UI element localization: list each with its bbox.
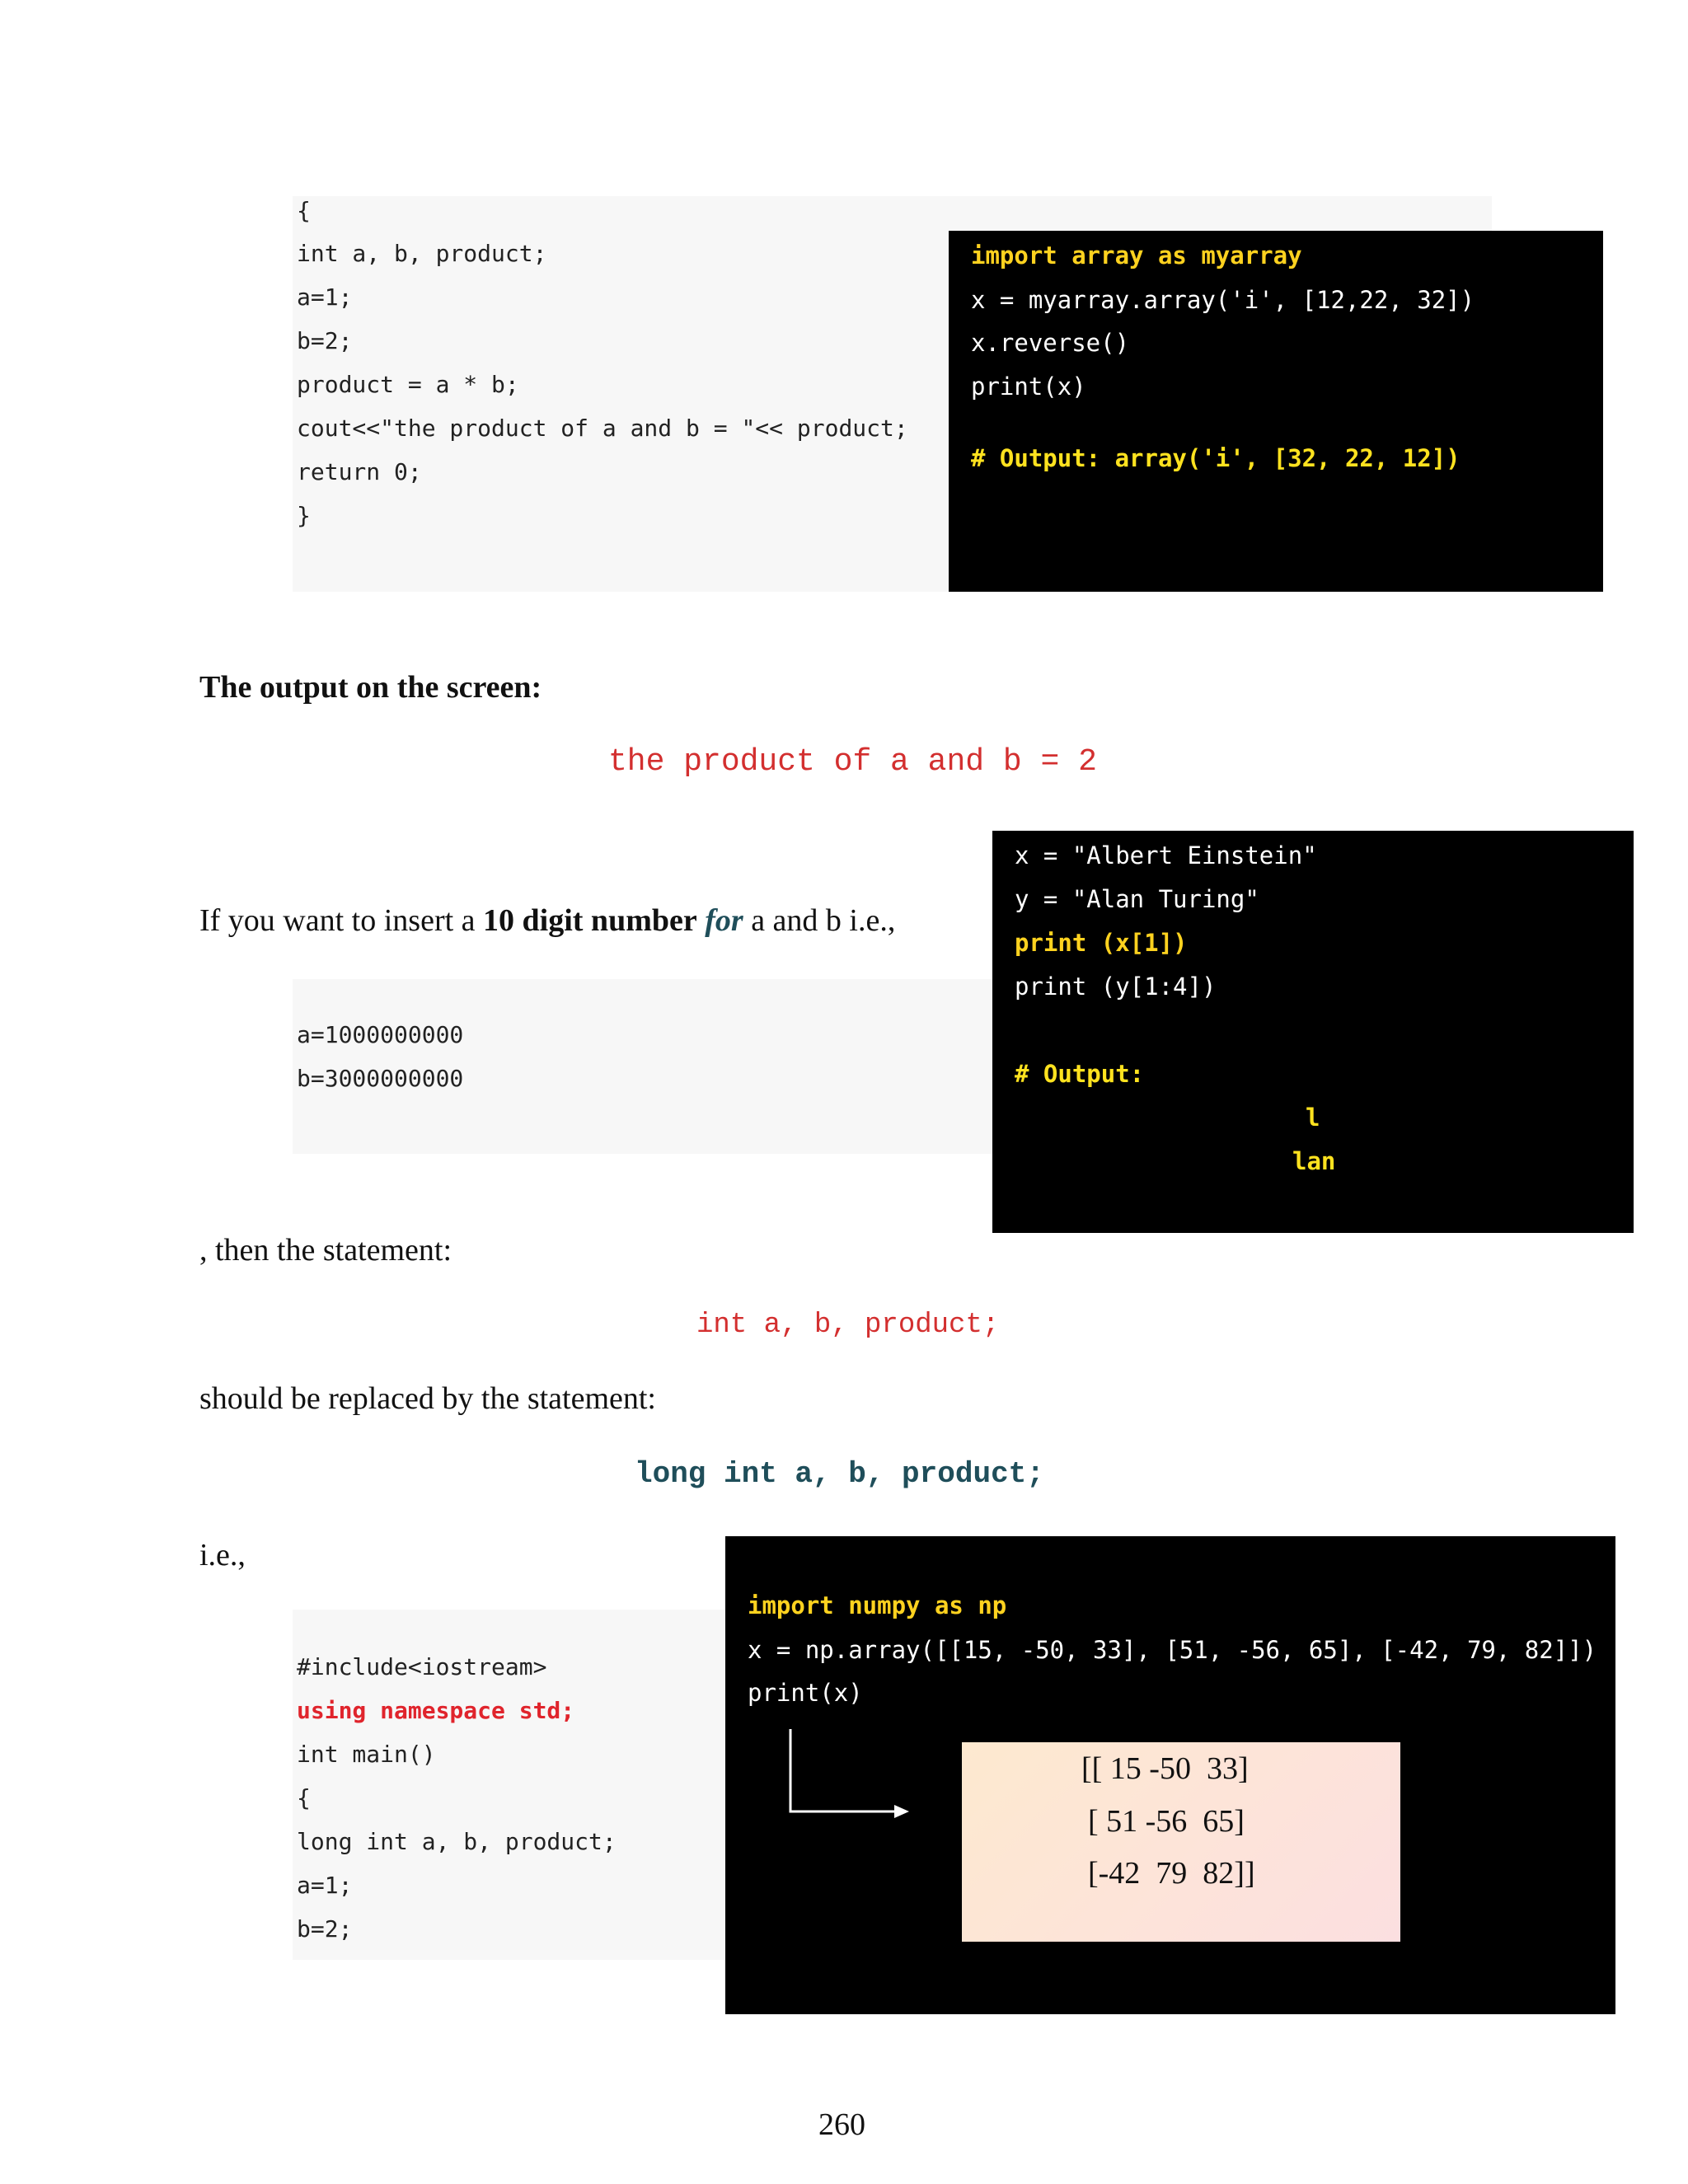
code-line: cout<<"the product of a and b = "<< product; [297,415,908,442]
code-line: import numpy as np [748,1591,1007,1619]
code-line: x = np.array([[15, -50, 33], [51, -56, 65], [-42, 79, 82]]) [748,1636,1597,1664]
code-line: { [297,197,311,224]
code-line: print (y[1:4]) [1015,972,1217,1001]
statement-old: int a, b, product; [696,1310,1000,1341]
text: If you want to insert a [199,903,484,938]
code-line: using namespace std; [297,1697,575,1724]
code-line: x.reverse() [971,329,1130,357]
code-block-cpp-2 [293,1610,729,1960]
text: a and b i.e., [743,903,896,938]
arrow-right-icon [787,1729,911,1828]
code-line: int main() [297,1741,436,1768]
code-line: print(x) [971,373,1086,401]
statement-new: long int a, b, product; [635,1457,1044,1491]
italic-keyword: for [705,903,743,938]
code-line: b=3000000000 [297,1065,464,1092]
code-line: b=2; [297,327,353,354]
code-line: a=1; [297,1872,353,1899]
page-number: 260 [818,2107,865,2142]
code-line: { [297,1784,311,1811]
code-block-assignments [293,979,993,1154]
code-line: return 0; [297,458,422,485]
output-comment: # Output: [1015,1060,1145,1088]
code-line: x = myarray.array('i', [12,22, 32]) [971,286,1475,314]
code-line: print (x[1]) [1015,929,1188,957]
code-line: a=1; [297,284,353,311]
code-line: y = "Alan Turing" [1015,885,1259,913]
matrix-row: [[ 15 -50 33] [1081,1751,1249,1786]
paragraph-replace: should be replaced by the statement: [199,1381,656,1416]
output-comment: # Output: array('i', [32, 22, 12]) [971,444,1461,472]
code-line: import array as myarray [971,241,1302,269]
output-value: lan [1292,1147,1336,1175]
output-value: l [1306,1104,1320,1132]
bold-text: 10 digit number [483,903,697,938]
code-line: x = "Albert Einstein" [1015,841,1317,869]
code-line: product = a * b; [297,371,519,398]
code-line: a=1000000000 [297,1021,464,1048]
output-text: the product of a and b = 2 [608,744,1097,780]
python-code-box-strings [992,831,1634,1233]
code-line: print(x) [748,1679,863,1707]
code-line: b=2; [297,1915,353,1943]
python-code-box-array [949,231,1603,592]
paragraph-ie: i.e., [199,1538,246,1572]
code-line: #include<iostream> [297,1653,547,1680]
paragraph-then: , then the statement: [199,1233,452,1268]
python-code-box-numpy [725,1536,1615,2014]
matrix-output-box [962,1742,1400,1942]
matrix-row: [ 51 -56 65] [1088,1804,1245,1839]
section-heading: The output on the screen: [199,670,542,705]
code-line: } [297,502,311,529]
code-line: int a, b, product; [297,240,547,267]
paragraph-insert [199,902,895,939]
code-line: long int a, b, product; [297,1828,617,1855]
matrix-row: [-42 79 82]] [1088,1856,1255,1891]
